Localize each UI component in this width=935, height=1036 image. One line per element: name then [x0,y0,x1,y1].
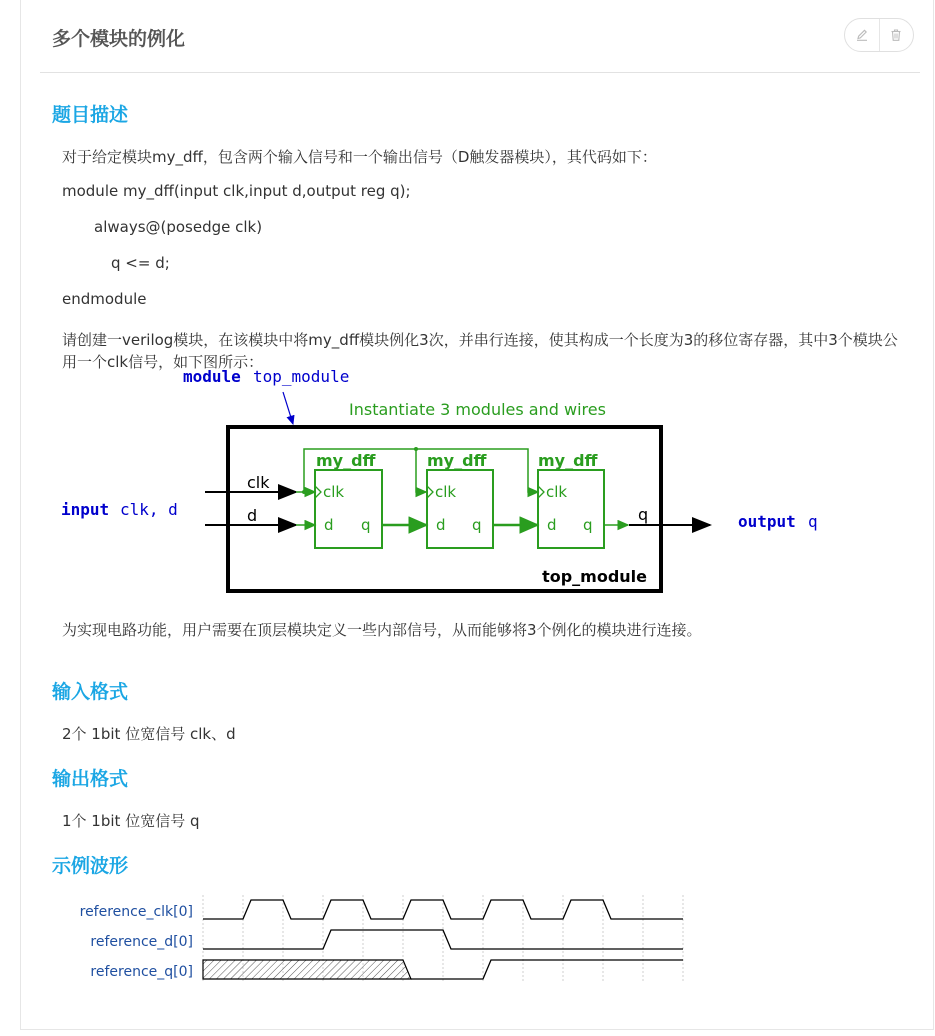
dff2-q-port: q [472,516,482,534]
action-button-group [844,18,914,52]
signal-label-q: reference_q[0] [90,964,193,980]
code-line-3: q <= d; [111,254,170,272]
dff3-clk-port: clk [546,483,568,501]
code-line-2: always@(posedge clk) [94,218,263,236]
output-format-heading: 输出格式 [52,768,129,790]
module-name: top_module [253,367,350,386]
code-line-1: module my_dff(input clk,input d,output reg q); [62,182,411,200]
description-heading: 题目描述 [52,104,129,126]
input-keyword: input [61,500,110,519]
description-task: 请创建一verilog模块，在该模块中将my_dff模块例化3次，并串行连接，使其构成一个长度为3的移位寄存器，其中3个模块公用一个clk信号，如下图所示： [62,331,898,371]
signal-label-d: reference_d[0] [90,934,193,950]
top-module-box-label: top_module [542,567,647,586]
dff1-box [315,470,382,548]
clk-junction-1 [414,447,418,451]
dff1-d-port: d [324,516,334,534]
dff2-clk-port: clk [435,483,457,501]
output-keyword: output [738,512,796,531]
clk-branch-wire [416,449,424,492]
code-line-4: endmodule [62,290,147,308]
description-intro: 对于给定模块my_dff，包含两个输入信号和一个输出信号（D触发器模块），其代码如下： [62,148,657,166]
dff3-d-port: d [547,516,557,534]
header-divider [40,72,920,73]
page-title: 多个模块的例化 [52,28,186,50]
waveform-heading: 示例波形 [52,855,129,877]
dff1-clk-port: clk [323,483,345,501]
input-format-heading: 输入格式 [52,681,129,703]
module-pointer-arrow [283,392,293,424]
waveform-diagram [0,890,935,990]
dff2-box [427,470,493,548]
dff2-name: my_dff [427,451,487,470]
instantiate-note: Instantiate 3 modules and wires [349,400,606,419]
delete-button[interactable] [879,19,914,51]
pencil-icon [855,28,869,42]
dff3-q-port: q [583,516,593,534]
output-signal: q [808,512,818,531]
dff1-name: my_dff [316,451,376,470]
d-wire-label: d [247,506,258,525]
dff1-q-port: q [361,516,371,534]
q-waveform-unknown [203,960,411,979]
output-format-text: 1个 1bit 位宽信号 q [62,812,200,830]
q-wire-label: q [638,505,649,524]
dff3-name: my_dff [538,451,598,470]
input-signals: clk, d [120,500,178,519]
circuit-diagram [0,360,935,610]
q-waveform [411,960,683,979]
input-format-text: 2个 1bit 位宽信号 clk、d [62,725,236,743]
description-note: 为实现电路功能，用户需要在顶层模块定义一些内部信号，从而能够将3个例化的模块进行连接。 [62,621,702,639]
clk-wire-label: clk [247,473,270,492]
trash-icon [889,28,903,42]
module-keyword: module [183,367,241,386]
signal-label-clk: reference_clk[0] [79,904,193,920]
dff3-box [538,470,604,548]
edit-button[interactable] [845,19,879,51]
dff2-d-port: d [436,516,446,534]
